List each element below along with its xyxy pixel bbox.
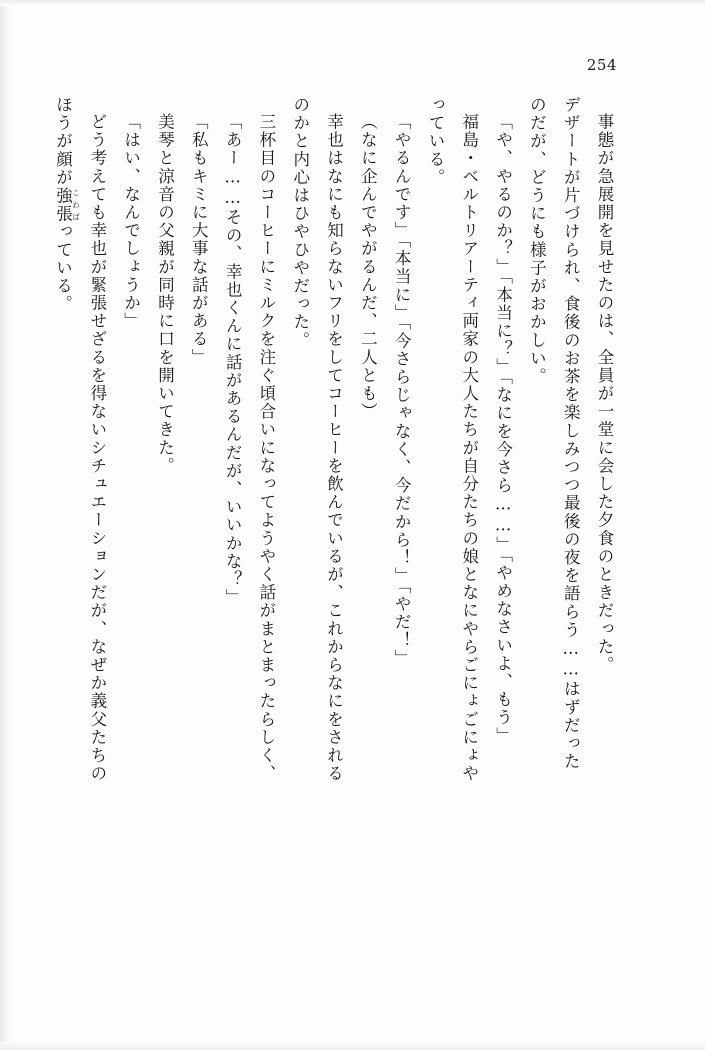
paragraph-ruby-line-text: ほうが顔が強張 こわばっている。 [53, 96, 81, 314]
paragraph: 「や、やるのか？」「本当に？」「なにを今さら……」「やめなさいよ、もう」 [493, 112, 513, 745]
ruby-reading: こわば [71, 186, 81, 223]
scan-edge-left [0, 0, 14, 1050]
page-body-text [53, 96, 621, 976]
scan-edge-top [0, 0, 705, 6]
paragraph: のかと内心はひやひやだった。 [290, 96, 310, 350]
paragraph: っている。 [425, 96, 445, 187]
paragraph-with-ruby [80, 96, 114, 976]
ruby-annotation: 強張 こわば [53, 186, 81, 223]
paragraph: 事態が急展開を見せたのは、全員が一堂に会した夕食のときだった。 [595, 112, 614, 674]
paragraph: 「あー……その、幸也くんに話があるんだが、いいかな？」 [223, 112, 243, 607]
paragraph: 美琴と涼音の父親が同時に口を開いてきた。 [155, 112, 175, 475]
scan-edge-bottom [0, 1042, 705, 1050]
paragraph-ruby-line [46, 96, 80, 976]
paragraph: 「はい、なんでしょうか」 [121, 112, 141, 330]
paragraph: デザートが片づけられ、食後のお茶を楽しみつつ最後の夜を語らう……はずだった [561, 96, 581, 771]
paragraph: 福島・ベルトリアーティ両家の大人たちが自分たちの娘となにやらごにょごにょや [459, 112, 479, 783]
paragraph: 三杯目のコーヒーにミルクを注ぐ頃合いになってようやく話がまとまったらしく、 [256, 112, 276, 783]
paragraph: のだが、どうにも様子がおかしい。 [527, 96, 547, 386]
paragraph: 「私もキミに大事な話がある」 [189, 112, 209, 366]
paragraph: 幸也はなにも知らないフリをしてコーヒーを飲んでいるが、これからなにをされる [324, 112, 344, 783]
paragraph-text-before: どう考えても幸也が緊張せざるを得ないシチュエーションだが、なぜか義父たちの [87, 112, 107, 783]
page-number: 254 [586, 56, 617, 74]
paragraph: 「やるんです」「本当に」「今さらじゃなく、今だから！」「やだ！」 [392, 112, 412, 667]
paragraph: （なに企んでやがるんだ、二人とも） [358, 112, 378, 421]
